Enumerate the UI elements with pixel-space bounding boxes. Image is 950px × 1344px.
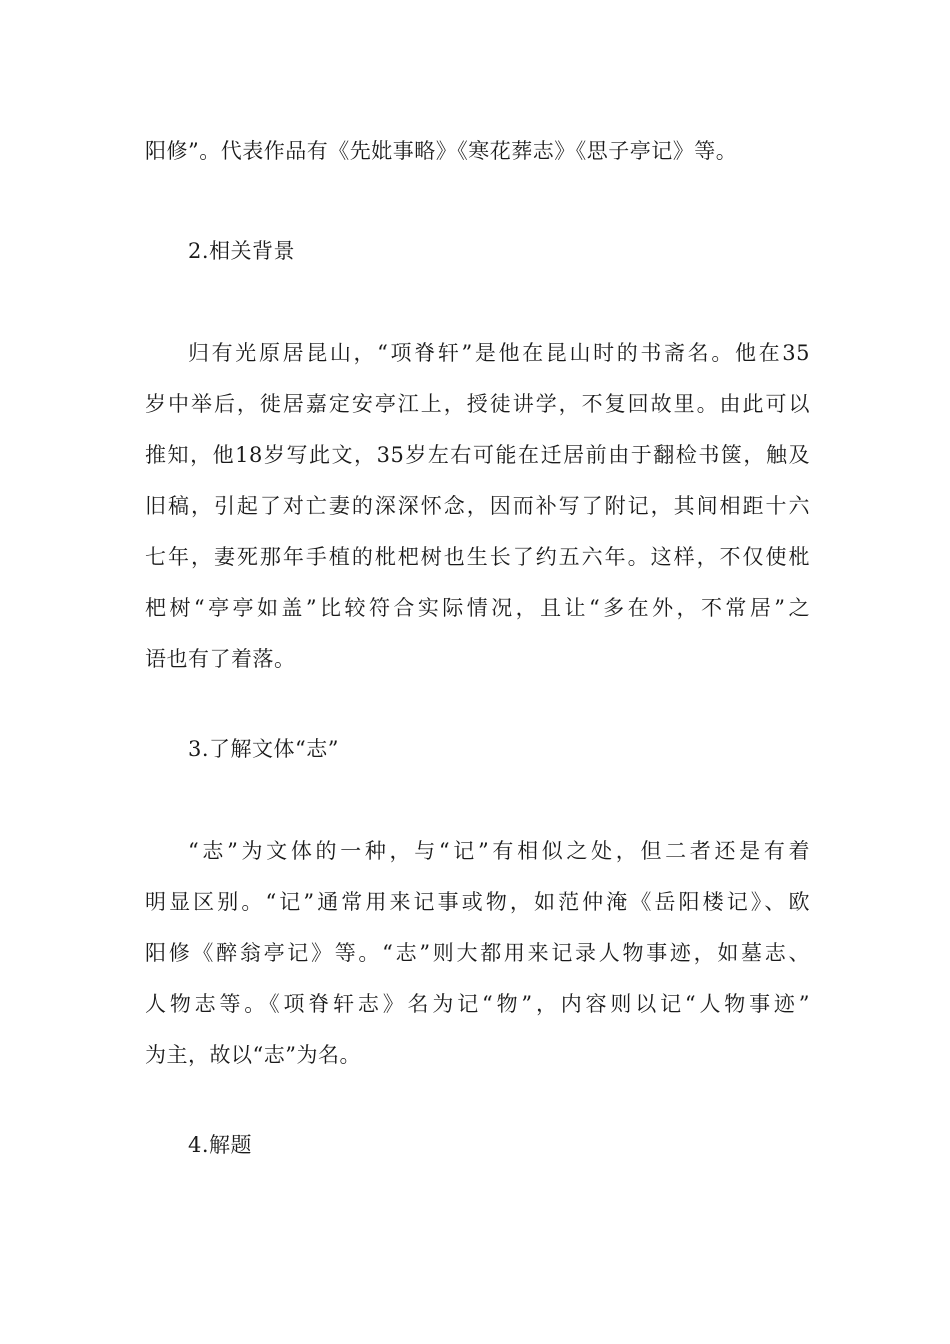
background-line-4: 旧稿，引起了对亡妻的深深怀念，因而补写了附记，其间相距十六 bbox=[145, 494, 810, 518]
genre-line-2: 明显区别。“记”通常用来记事或物，如范仲淹《岳阳楼记》、欧 bbox=[145, 890, 810, 914]
genre-line-3: 阳修《醉翁亭记》等。“志”则大都用来记录人物事迹，如墓志、 bbox=[145, 941, 810, 965]
background-line-1: 归有光原居昆山，“项脊轩”是他在昆山时的书斋名。他在35 bbox=[188, 341, 810, 365]
section-heading-title-explanation: 4.解题 bbox=[188, 1133, 253, 1157]
genre-line-1: “志”为文体的一种，与“记”有相似之处，但二者还是有着 bbox=[188, 839, 810, 863]
background-line-3: 推知，他18岁写此文，35岁左右可能在迁居前由于翻检书箧，触及 bbox=[145, 443, 810, 467]
paragraph-intro-tail: 阳修”。代表作品有《先妣事略》《寒花葬志》《思子亭记》等。 bbox=[145, 139, 738, 163]
background-line-2: 岁中举后，徙居嘉定安亭江上，授徒讲学，不复回故里。由此可以 bbox=[145, 392, 810, 416]
genre-line-5: 为主，故以“志”为名。 bbox=[145, 1043, 361, 1067]
background-line-5: 七年，妻死那年手植的枇杷树也生长了约五六年。这样，不仅使枇 bbox=[145, 545, 810, 569]
background-line-6: 杷树“亭亭如盖”比较符合实际情况，且让“多在外，不常居”之 bbox=[145, 596, 810, 620]
genre-line-4: 人物志等。《项脊轩志》名为记“物”，内容则以记“人物事迹” bbox=[145, 992, 810, 1016]
background-line-7: 语也有了着落。 bbox=[145, 647, 296, 671]
section-heading-genre: 3.了解文体“志” bbox=[188, 737, 340, 761]
section-heading-background: 2.相关背景 bbox=[188, 239, 296, 263]
